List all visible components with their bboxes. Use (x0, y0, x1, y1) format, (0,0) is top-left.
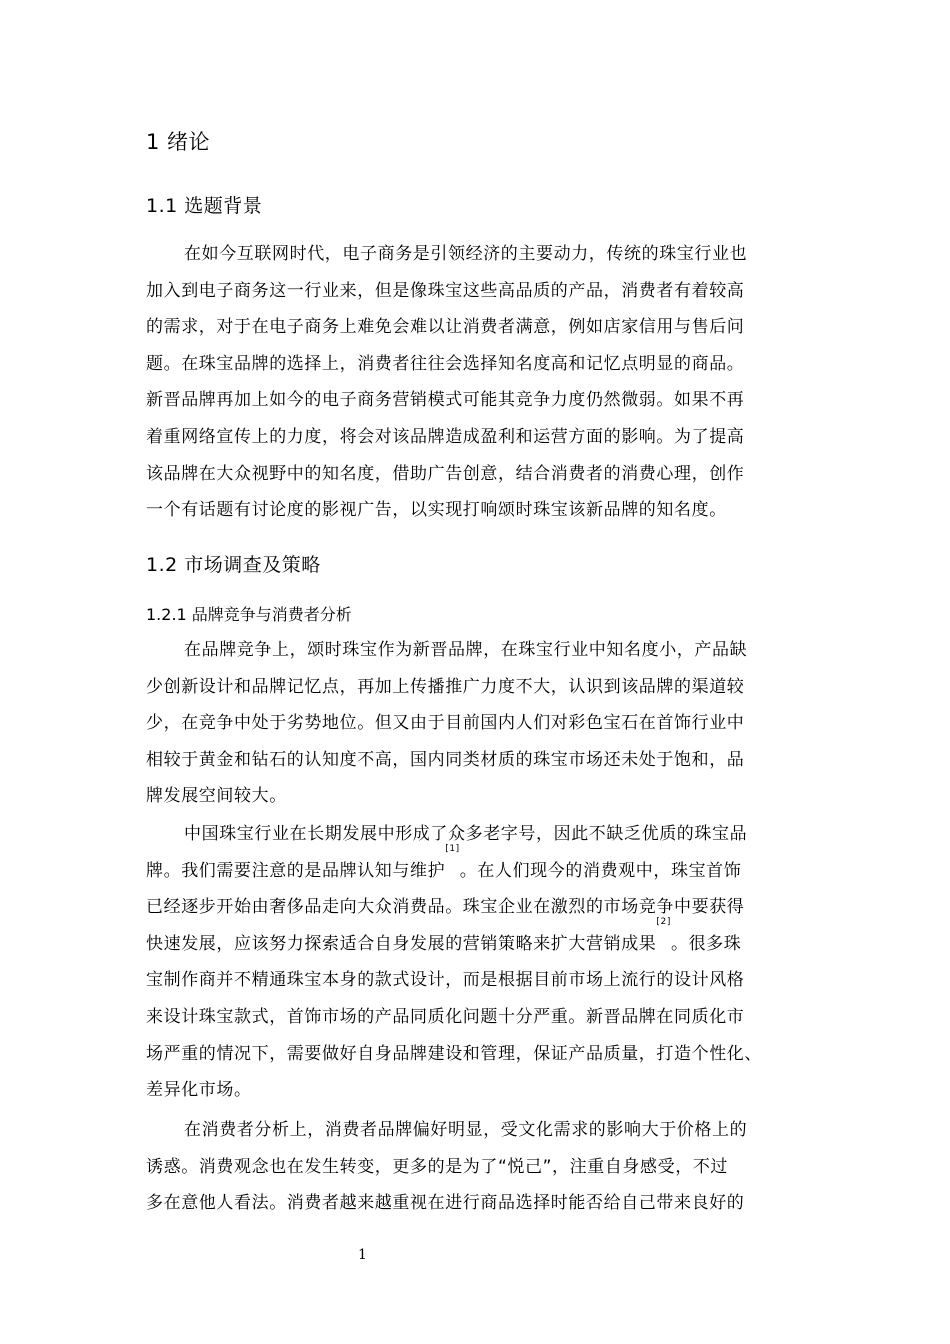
citation-1: [1] (445, 843, 460, 854)
paragraph-line: 加入到电子商务这一行业来，但是像珠宝这些高品质的产品，消费者有着较高 (146, 280, 745, 301)
line-text: 。很多珠 (670, 933, 742, 954)
paragraph-line: 差异化市场。 (146, 1080, 252, 1101)
jewelry-industry-paragraph (146, 816, 806, 1109)
paragraph-line: 多在意他人看法。消费者越来越重视在进行商品选择时能否给自己带来良好的 (146, 1193, 745, 1214)
paragraph-line: 该品牌在大众视野中的知名度，借助广告创意，结合消费者的消费心理，创作 (146, 463, 745, 484)
paragraph-line (146, 916, 806, 963)
section-heading-1-2: 1.2 市场调查及策略 (146, 554, 321, 576)
consumer-analysis-paragraph (146, 1112, 806, 1222)
paragraph-line: 宝制作商并不精通珠宝本身的款式设计，而是根据目前市场上流行的设计风格 (146, 970, 745, 991)
paragraph-line: 来设计珠宝款式，首饰市场的产品同质化问题十分严重。新晋品牌在同质化市 (146, 1006, 745, 1027)
brand-competition-paragraph (146, 632, 806, 815)
paragraph-line: 少创新设计和品牌记忆点，再加上传播推广力度不大，认识到该品牌的渠道较 (146, 676, 745, 697)
paragraph-line: 题。在珠宝品牌的选择上，消费者往往会选择知名度高和记忆点明显的商品。 (146, 353, 745, 374)
paragraph-line: 在消费者分析上，消费者品牌偏好明显，受文化需求的影响大于价格上的 (184, 1120, 748, 1140)
paragraph-line: 牌发展空间较大。 (146, 786, 287, 807)
paragraph-line: 一个有话题有讨论度的影视广告，以实现打响颂时珠宝该新品牌的知名度。 (146, 500, 727, 521)
paragraph-line: 已经逐步开始由奢侈品走向大众消费品。珠宝企业在激烈的市场竞争中要获得 (146, 897, 745, 918)
paragraph-line: 着重网络宣传上的力度，将会对该品牌造成盈利和运营方面的影响。为了提高 (146, 426, 745, 447)
paragraph-line (146, 843, 806, 890)
paragraph-line: 新晋品牌再加上如今的电子商务营销模式可能其竞争力度仍然微弱。如果不再 (146, 390, 745, 411)
paragraph-line: 的需求，对于在电子商务上难免会难以让消费者满意，例如店家信用与售后问 (146, 317, 745, 338)
paragraph-line: 少，在竞争中处于劣势地位。但又由于目前国内人们对彩色宝石在首饰行业中 (146, 713, 745, 734)
chapter-heading: 1 绪论 (146, 130, 211, 154)
paragraph-line: 相较于黄金和钻石的认知度不高，国内同类材质的珠宝市场还未处于饱和，品 (146, 749, 745, 770)
paragraph-line: 中国珠宝行业在长期发展中形成了众多老字号，因此不缺乏优质的珠宝品 (184, 824, 748, 844)
line-text: 牌。我们需要注意的是品牌认知与维护 (146, 860, 446, 881)
page-number: 1 (358, 1247, 367, 1263)
section-heading-1-1: 1.1 选题背景 (146, 195, 263, 217)
section-1-1-paragraph (146, 236, 806, 529)
line-text: 。在人们现今的消费观中，珠宝首饰 (459, 860, 742, 881)
paragraph-line: 场严重的情况下，需要做好自身品牌建设和管理，保证产品质量，打造个性化、 (146, 1043, 762, 1064)
citation-2: [2] (656, 916, 671, 927)
paragraph-line: 诱惑。消费观念也在发生转变，更多的是为了“悦己”，注重自身感受，不过 (146, 1156, 729, 1177)
paragraph-line: 在品牌竞争上，颂时珠宝作为新晋品牌，在珠宝行业中知名度小，产品缺 (184, 640, 748, 660)
subsection-heading-1-2-1: 1.2.1 品牌竞争与消费者分析 (146, 605, 352, 624)
line-text: 快速发展，应该努力探索适合自身发展的营销策略来扩大营销成果 (146, 933, 657, 954)
paragraph-line: 在如今互联网时代，电子商务是引领经济的主要动力，传统的珠宝行业也 (184, 244, 748, 264)
